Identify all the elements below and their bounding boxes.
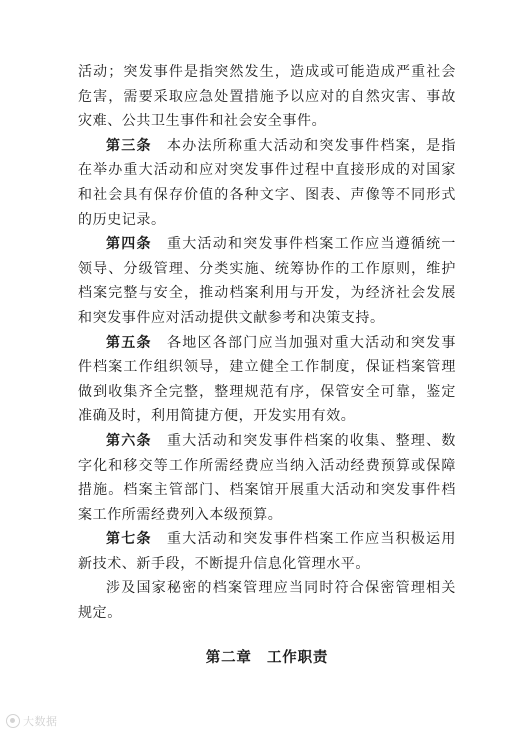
paragraph-text: 本办法所称重大活动和突发事件档案，是指在举办重大活动和应对突发事件过程中直接形成的对国家和社会具有保存价值的各种文字、图表、声像等不同形式的历史记录。 xyxy=(78,137,456,228)
paragraph-text: 重大活动和突发事件档案工作应当遵循统一领导、分级管理、分类实施、统筹协作的工作原则，维护档案完整与安全，推动档案利用与开发，为经济社会发展和突发事件应对活动提供文献参考和决策支持。 xyxy=(78,236,456,326)
article-7-paragraph xyxy=(78,527,456,576)
watermark-logo-icon xyxy=(6,714,20,728)
article-3-paragraph xyxy=(78,134,456,232)
article-5-paragraph xyxy=(78,331,456,429)
watermark xyxy=(6,713,58,729)
paragraph-text: 重大活动和突发事件档案的收集、整理、数字化和移交等工作所需经费应当纳入活动经费预算或保障措施。档案主管部门、档案馆开展重大活动和突发事件档案工作所需经费列入本级预算。 xyxy=(78,432,456,523)
watermark-text: 大数据 xyxy=(23,715,58,728)
paragraph-1 xyxy=(78,60,456,134)
article-label: 第三条 xyxy=(106,137,152,154)
article-label: 第七条 xyxy=(106,531,152,548)
article-6-paragraph xyxy=(78,429,456,527)
article-label: 第六条 xyxy=(106,432,152,449)
article-label: 第四条 xyxy=(106,236,152,253)
secrecy-paragraph xyxy=(78,576,456,625)
paragraph-text: 重大活动和突发事件档案工作应当积极运用新技术、新手段，不断提升信息化管理水平。 xyxy=(78,531,456,572)
chapter-heading: 第二章 工作职责 xyxy=(205,649,329,666)
article-label: 第五条 xyxy=(106,334,152,351)
paragraph-text: 活动；突发事件是指突然发生，造成或可能造成严重社会危害，需要采取应急处置措施予以应对的自然灾害、事故灾难、公共卫生事件和社会安全事件。 xyxy=(78,64,456,130)
article-4-paragraph xyxy=(78,232,456,330)
paragraph-text: 涉及国家秘密的档案管理应当同时符合保密管理相关规定。 xyxy=(78,580,456,622)
paragraph-text: 各地区各部门应当加强对重大活动和突发事件档案工作组织领导，建立健全工作制度，保证档案管理做到收集齐全完整，整理规范有序，保管安全可靠，鉴定准确及时，利用简捷方便，开发实用有效。 xyxy=(78,334,456,425)
document-page xyxy=(78,60,456,667)
